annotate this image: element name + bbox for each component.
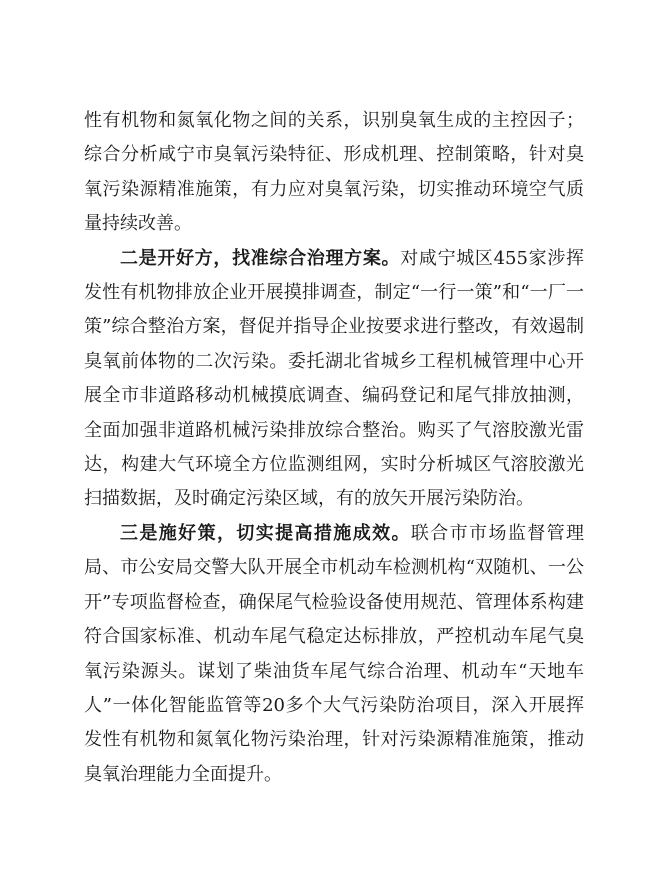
paragraph-body: 联合市市场监督管理局、市公安局交警大队开展全市机动车检测机构“双随机、一公开”专项监督检查，确保尾气检验设备使用规范、管理体系构建符合国家标准、机动车尾气稳定达标排放，严控机动车尾气臭氧污染源头。谋划了柴油货车尾气综合治理、机动车“天地车人”一体化智能监管等20多个大气污染防治项目，深入开展挥发性有机物和氮氧化物污染治理，针对污染源精准施策，推动臭氧治理能力全面提升。 <box>84 522 585 785</box>
paragraph-lead: 二是开好方，找准综合治理方案。 <box>120 247 401 269</box>
paragraph-prescription <box>84 242 584 517</box>
document-body <box>84 104 584 792</box>
paragraph-measures <box>84 517 584 792</box>
paragraph-body: 对咸宁城区455家涉挥发性有机物排放企业开展摸排调查，制定“一行一策”和“一厂一策”综合整治方案，督促并指导企业按要求进行整改，有效遏制臭氧前体物的二次污染。委托湖北省城乡工程机械管理中心开展全市非道路移动机械摸底调查、编码登记和尾气排放抽测，全面加强非道路机械污染排放综合整治。购买了气溶胶激光雷达，构建大气环境全方位监测组网，实时分析城区气溶胶激光扫描数据，及时确定污染区域，有的放矢开展污染防治。 <box>84 247 584 510</box>
paragraph-body: 性有机物和氮氧化物之间的关系，识别臭氧生成的主控因子；综合分析咸宁市臭氧污染特征、形成机理、控制策略，针对臭氧污染源精准施策，有力应对臭氧污染，切实推动环境空气质量持续改善。 <box>84 110 584 235</box>
paragraph-continued <box>84 104 584 242</box>
paragraph-lead: 三是施好策，切实提高措施成效。 <box>120 522 411 544</box>
